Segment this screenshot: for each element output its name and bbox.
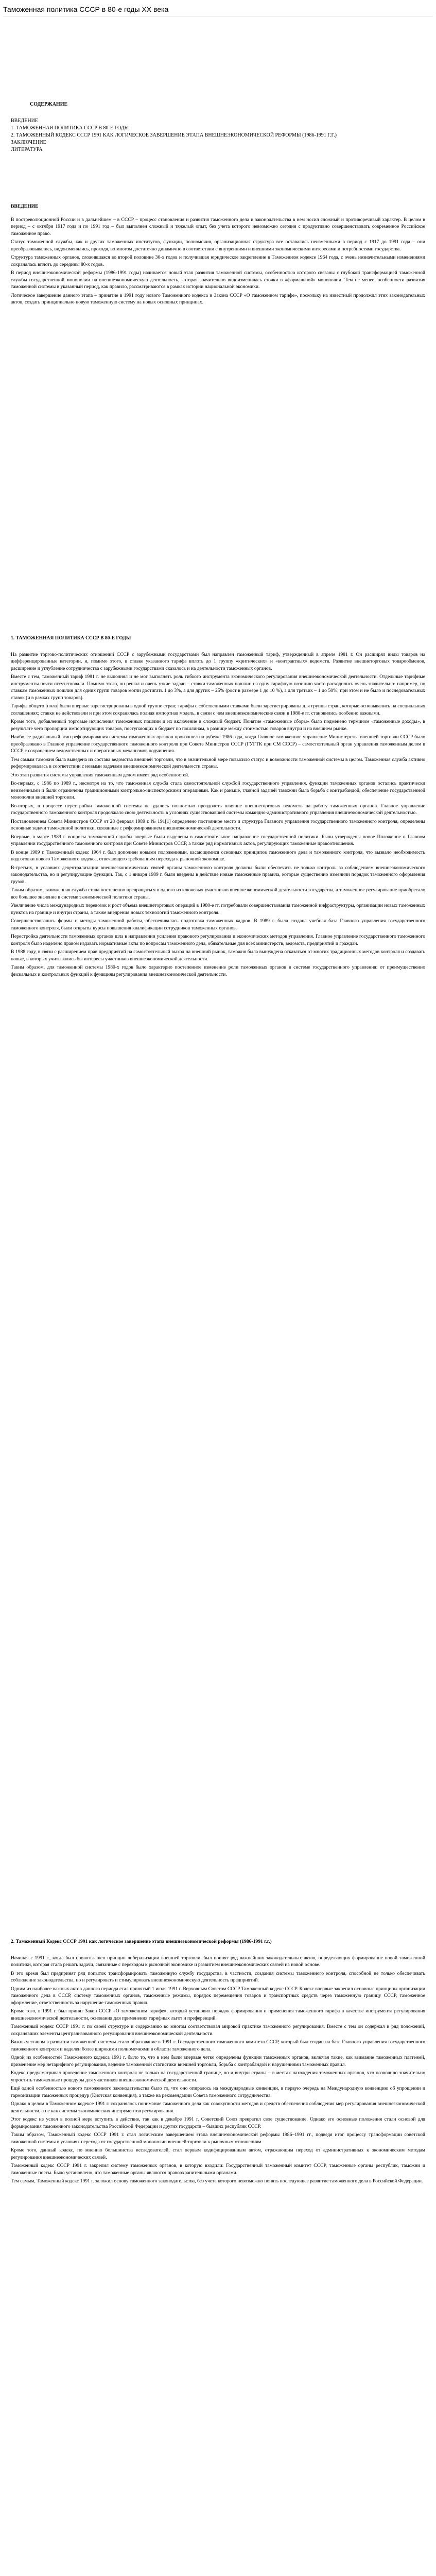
toc-heading: СОДЕРЖАНИЕ (30, 101, 68, 107)
paragraph: Во-вторых, в процессе перестройки таможенной системы не удалось полностью преодолеть влияние внешнеторговых ведомств на работу таможенных органов. Главное управление государственного таможенного контроля продолжало свою деятельность в условиях существовавшей системы командно-административного управления внешнеэкономической деятельностью. (11, 803, 425, 816)
paragraph: В период внешнеэкономической реформы (1986-1991 годы) начинается новый этап развития таможенной системы, особенностью которого связаны с глубокой трансформацией таможенной службы государственной монополии на внешнеэкономическую деятельность, которая значительно видоизменилась сточки в «формальной» монополии. Тем не менее, особенности развития таможенной системы в указанный период, как правило, рассматриваются в рамках истории национальной экономики. (11, 270, 425, 290)
toc-item: ВВЕДЕНИЕ (11, 118, 38, 124)
paragraph: Впервые, в марте 1989 г. вопросы таможенной службы впервые были выделены в самостоятельное направление государственной политики. Были утверждены новое Положение о Главном управлении государственного таможенного контроля при Совете Министров СССР, а также ряд нормативных актов, регулирующих таможенные правоотношения. (11, 834, 425, 846)
paragraph: Вместе с тем, таможенный тариф 1981 г. не выполнял и не мог выполнять роль гибкого инструмента экономического регулирования внешнеэкономической деятельности. Отдельные тарифные инструменты почти отсутствовали. Помимо этого, он решал и очень узкие задачи – ставки таможенных пошлин на одну тарифную позицию часто расходились очень значительно: например, по ставкам таможенных пошлин для одних групп товаров могли достигать 1 до 3%, а для других – 25% (рост в размере 1 до 10 %), а для третьих – 1 до 50%; при этом и не было и последовательных ставок (и в рамках групп товаров). (11, 674, 425, 701)
paragraph: На развитие торгово-политических отношений СССР с зарубежными государствами был направлен таможенный тариф, утвержденный в апреле 1981 г. Он расширял виды товаров на дифференцированные категории, и, помимо этого, в ставке указанного тарифа вплоть до 1 группу «критических» и «контрактных» ведомств. Развитие внешнеторговых товарообменов, расширение и углубление сотрудничества с зарубежными государствами сказалось и на деятельности таможенных органов. (11, 651, 425, 671)
paragraph: Тарифы общего [пола] были впервые зарегистрированы в одной группе стран; тарифы с собственными ставками были зарегистрированы для группы стран, которые основывались на специальных соглашениях; ставки не действовали и при этом сохранялась полная импортная модель, в связи с чем внешнеэкономические связи в 1980-е гг. становились особенно важными. (11, 703, 425, 716)
table-of-contents (0, 101, 436, 194)
paragraph: Таким образом, таможенная служба стала постепенно превращаться в одного из ключевых участников внешнеэкономической деятельности государства, а таможенное регулирование приобретало все большее значение в системе экономической политики страны. (11, 887, 425, 900)
section-2 (0, 1938, 436, 2576)
paragraph: Одной из особенностей Таможенного кодекса 1991 г. было то, что в нем были впервые четко определены функции таможенных органов, включая такие, как взимание таможенных платежей, применение мер нетарифного регулирования, ведение таможенной статистики внешней торговли, борьба с контрабандой и нарушениями таможенных правил. (11, 2055, 425, 2067)
page-title: Таможенная политика СССР в 80-е годы ХХ века (3, 3, 433, 16)
paragraph: Статус таможенной службы, как и других таможенных институтов, функции, полномочия, организационная структура все оставались неизменными в период с 1917 до 1991 года – они преобразовывались, видоизменялись, проходя, во многом достаточно динамично в соответствии с внутренними и внешними экономическими интересами и потребностями государства. (11, 239, 425, 252)
paragraph: Важным этапом в развитии таможенной системы стало образование в 1991 г. Государственного таможенного комитета СССР, который был создан на базе Главного управления государственного таможенного контроля и наделен более широкими полномочиями в области таможенного дела. (11, 2039, 425, 2052)
section-heading: ВВЕДЕНИЕ (11, 204, 39, 209)
paragraph: В-третьих, в условиях децентрализации внешнеэкономических связей органы таможенного контроля должны были обеспечить не только контроль за соблюдением внешнеэкономического законодательства, но и регулирующие функции. Так, с 1 января 1989 г. были введены в действие новые таможенные правила, которые существенно изменили порядок таможенного оформления грузов. (11, 865, 425, 885)
paragraph: В 1988 году, в связи с расширением прав предприятий на самостоятельный выход на внешний рынок, таможня была вынуждена отказаться от многих традиционных методов контроля и создавать новые, в которых учитывались бы интересы участников внешнеэкономической деятельности. (11, 949, 425, 962)
section-1 (0, 635, 436, 1933)
paragraph: Совершенствовались формы и методы таможенной работы, обеспечивалась подготовка таможенных кадров. В 1989 г. была создана учебная база Главного управления государственного таможенного контроля, были открыты курсы повышения квалификации сотрудников таможенных органов. (11, 918, 425, 931)
paragraph: Перестройка деятельности таможенных органов шла в направлении усиления правового регулирования и экономических методов управления. Главное управление государственного таможенного контроля было наделено правом издавать нормативные акты по вопросам таможенного дела, обязательные для всех министерств, ведомств, предприятий и граждан. (11, 934, 425, 946)
paragraph: Таким образом, Таможенный кодекс СССР 1991 г. стал логическим завершением этапа внешнеэкономической реформы 1986–1991 гг., подведя итог процессу трансформации советской таможенной системы в условиях перехода от государственной монополии внешней торговли к рыночным отношениям. (11, 2132, 425, 2145)
paragraph: В конце 1989 г. Таможенный кодекс 1964 г. был дополнен новыми положениями, касающимися основных принципов таможенного дела и таможенного контроля, что вызвало необходимость подготовки нового Таможенного кодекса, отвечающего требованиям перехода к рыночной экономике. (11, 849, 425, 862)
toc-item: ЗАКЛЮЧЕНИЕ (11, 140, 46, 145)
paragraph: Ещё одной особенностью нового таможенного законодательства было то, что оно опиралось на международные конвенции, в первую очередь на Международную конвенцию об упрощении и гармонизации таможенных процедур (Киотская конвенция), а также на рекомендации Совета таможенного сотрудничества. (11, 2086, 425, 2098)
paragraph: Таким образом, для таможенной системы 1980-х годов было характерно постепенное изменение роли таможенных органов в системе государственного управления: от преимущественно фискальных и контрольных функций к функциям регулирования внешнеэкономической деятельности. (11, 964, 425, 977)
toc-item: 2. ТАМОЖЕННЫЙ КОДЕКС СССР 1991 КАК ЛОГИЧЕСКОЕ ЗАВЕРШЕНИЕ ЭТАПА ВНЕШНЕЭКОНОМИЧЕСКОЙ РЕФОРМЫ (1986-1991 Г.Г.) (11, 132, 337, 138)
paragraph: Начиная с 1991 г., когда был провозглашен принцип либерализации внешней торговли, был принят ряд важнейших законодательных актов, определяющих формирование новой таможенной политики, которая стала решать задачи, связанные с переходом к рыночной экономике и развитием внешнеэкономических связей на новой основе. (11, 1955, 425, 1968)
paragraph: Тем самым, Таможенный кодекс 1991 г. заложил основу таможенного законодательства, без учета которого невозможно понять последующее развитие таможенного дела в Российской Федерации. (11, 2178, 423, 2184)
paragraph: Однако в целом в Таможенном кодексе 1991 г. сохранялось понимание таможенного дела как совокупности методов и средств обеспечения соблюдения мер регулирования внешнеэкономической деятельности, а не как системы экономических инструментов регулирования. (11, 2101, 425, 2114)
toc-item: ЛИТЕРАТУРА (11, 147, 43, 152)
paragraph: Увеличение числа международных перевозок и рост объема внешнеторговых операций в 1980-е гг. потребовали совершенствования таможенной инфраструктуры, организации новых таможенных пунктов на границе и внутри страны, а также внедрения новых технологий таможенного контроля. (11, 903, 425, 916)
paragraph: Одним из наиболее важных актов данного периода стал принятый 1 июля 1991 г. Верховным Советом СССР Таможенный кодекс СССР. Кодекс впервые закрепил основные принципы организации таможенного дела в СССР, систему таможенных органов, таможенные режимы, порядок перемещения товаров и транспортных средств через таможенную границу СССР, таможенное оформление, ответственность за нарушение таможенных правил. (11, 1986, 425, 2006)
paragraph: Во-первых, с 1986 по 1989 г., несмотря на то, что таможенная служба стала самостоятельной службой государственного управления, функции таможенных органов остались практически неизменными и были ограничены традиционными контрольно-инспекторскими операциями. Как и раньше, главной задачей таможни была борьба с контрабандой, обеспечение государственной монополии внешней торговли. (11, 781, 425, 800)
paragraph: Логическое завершение данного этапа – принятие в 1991 году нового Таможенного кодекса и Закона СССР «О таможенном тарифе», поскольку на известный продолжил этих законодательных актов, создать принципиально новую таможенную систему на новых основных принципах. (11, 292, 425, 305)
paragraph: Кроме того, данный кодекс, по мнению большинства исследователей, стал первым кодифицированным актом, отражающим переход от административных к экономическим методам регулирования внешнеэкономических связей. (11, 2147, 425, 2160)
paragraph: Кроме того, добавленный торговые исчисления таможенных пошлин и их включение в сложный бюджет. Понятие «таможенные сборы» было подменено термином «таможенные доходы», в результате чего пропорции импортирующих товаров, поступающих в бюджет по пошлинам, в разнице между стоимостью товаров внутри и на внешнем рынке. (11, 719, 425, 732)
paragraph: Кодекс предусматривал проведение таможенного контроля не только на государственной границе, но и внутри страны – в местах нахождения таможенных органов, что позволило значительно упростить таможенные процедуры для участников внешнеэкономической деятельности. (11, 2070, 425, 2083)
paragraph: Таможенный кодекс СССР 1991 г. по своей структуре и содержанию во многом соответствовал мировой практике таможенного регулирования. Вместе с тем он содержал и ряд положений, сохранявших элементы централизованного регулирования внешнеэкономической деятельности. (11, 2024, 425, 2037)
paragraph: Этот кодекс не успел в полной мере вступить в действие, так как в декабре 1991 г. Советский Союз прекратил свое существование. Однако его основные положения стали основой для формирования таможенного законодательства Российской Федерации и других государств – бывших республик СССР. (11, 2116, 425, 2129)
section-heading: 2. Таможенный Кодекс СССР 1991 как логическое завершение этапа внешнеэкономической реформы (1986-1991 г.г.) (11, 1939, 272, 1944)
paragraph: Это этап развития системы управления таможенным делом имеет ряд особенностей. (11, 772, 189, 778)
paragraph: Структура таможенных органов, сложившаяся во второй половине 30-х годов и получившая юридическое закрепление в Таможенном кодексе 1964 года, с очень незначительными изменениями сохранялась вплоть до середины 80-х годов. (11, 255, 425, 267)
paragraph: Тем самым таможня была выведена из состава ведомства внешней торговли, что в значительной мере повысило статус и возможности таможенной системы в целом. Таможенная служба активно реформировалась в соответствии с новыми задачами внешнеэкономической деятельности страны. (11, 756, 425, 769)
paragraph: Наиболее радикальный этап реформирования системы таможенных органов произошел на рубеже 1986 года, когда Главное таможенное управление Министерства внешней торговли СССР было преобразовано в Главное управление государственного таможенного контроля при Совете Министров СССР (ГУГТК при СМ СССР) – самостоятельный орган управления таможенным делом в СССР с сохранением ведомственных и оперативных механизмов подчинения. (11, 734, 425, 754)
paragraph: Постановлением Совета Министров СССР от 28 февраля 1989 г. № 191[1] определено постоянное место и структура Главного управления государственного таможенного контроля, определены основные задачи таможенной политики, связанные с реформированием внешнеэкономической деятельности. (11, 818, 425, 831)
paragraph: В постреволюционной России и в дальнейшем – в СССР – процесс становления и развития таможенного дела и законодательства в нем носил сложный и противоречивый характер. В целом в период – с октября 1917 года и по 1991 год – был выполнен сложный и тяжелый опыт, без учета которого невозможно сегодня с продуктивно совершенствовать современное Российское таможенное право. (11, 216, 425, 236)
toc-item: 1. ТАМОЖЕННАЯ ПОЛИТИКА СССР В 80-Е ГОДЫ (11, 125, 129, 131)
paragraph: Таможенный кодекс СССР 1991 г. закрепил систему таможенных органов, в которую входили: Государственный таможенный комитет СССР, таможенные органы республик, таможни и таможенные посты. Было установлено, что таможенные органы являются правоохранительными органами. (11, 2163, 425, 2176)
section-heading: 1. ТАМОЖЕННАЯ ПОЛИТИКА СССР В 80-Е ГОДЫ (11, 635, 131, 641)
introduction-section (0, 203, 436, 631)
paragraph: Кроме того, в 1991 г. был принят Закон СССР «О таможенном тарифе», который установил порядок формирования и применения таможенного тарифа в качестве инструмента регулирования внешнеэкономической деятельности, основания для применения тарифных льгот и преференций. (11, 2008, 425, 2021)
paragraph: В это время был предпринят ряд попыток трансформировать таможенную службу государства, в частности, создания системы таможенного контроля, способной не только обеспечивать соблюдение законодательства, но и регулировать и стимулировать внешнеэкономическую деятельность предприятий. (11, 1970, 425, 1983)
